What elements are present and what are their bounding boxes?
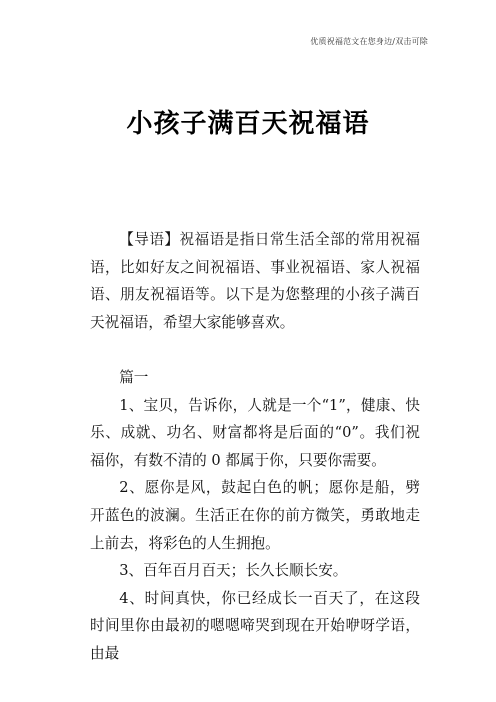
blessing-item-3: 3、百年百月百天；长久长顺长安。 bbox=[119, 562, 348, 580]
paragraph-spacer bbox=[90, 336, 420, 364]
blessing-item-2: 2、愿你是风，鼓起白色的帆；愿你是船，劈开蓝色的波澜。生活正在你的前方微笑，勇敢地走上前去，将彩色的人生拥抱。 bbox=[90, 479, 420, 552]
intro-paragraph: 【导语】祝福语是指日常生活全部的常用祝福语，比如好友之间祝福语、事业祝福语、家人祝福语、朋友祝福语等。以下是为您整理的小孩子满百天祝福语，希望大家能够喜欢。 bbox=[90, 231, 420, 331]
document-body bbox=[90, 226, 420, 668]
document-title: 小孩子满百天祝福语 bbox=[126, 109, 370, 139]
section-heading: 篇一 bbox=[119, 368, 149, 386]
blessing-item-4: 4、时间真快，你已经成长一百天了，在这段时间里你由最初的嗯嗯啼哭到现在开始咿呀学语，由最 bbox=[90, 589, 420, 662]
blessing-item-1: 1、宝贝，告诉你，人就是一个“1”，健康、快乐、成就、功名、财富都将是后面的“0”。我们祝福你，有数不清的 0 都属于你，只要你需要。 bbox=[90, 396, 420, 469]
header-note: 优质祝福范文在您身边/双击可除 bbox=[310, 37, 428, 46]
